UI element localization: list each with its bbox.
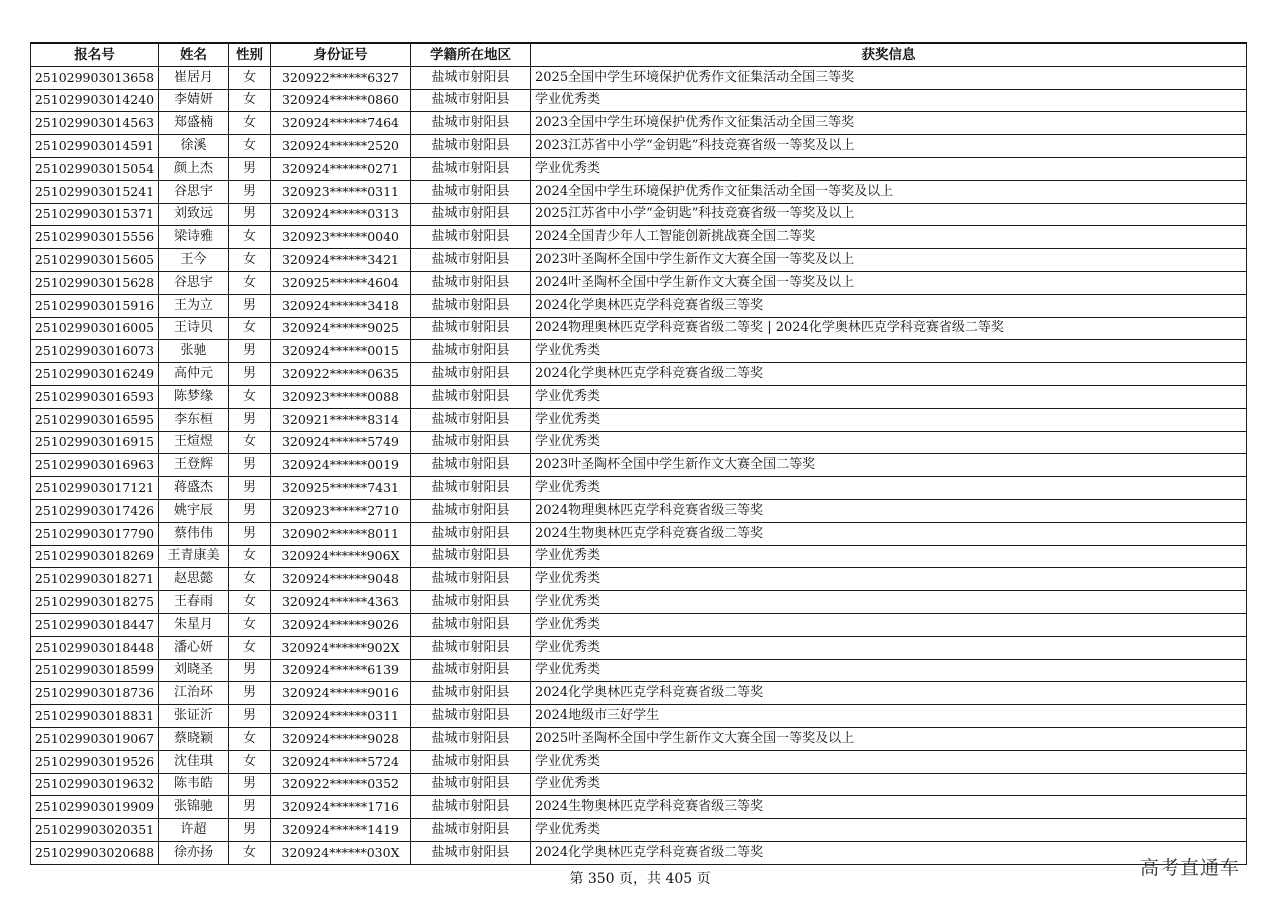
gender-cell: 女 <box>229 135 271 158</box>
column-header-gender: 性别 <box>229 43 271 66</box>
gender-cell: 女 <box>229 613 271 636</box>
school-region-cell: 盐城市射阳县 <box>411 203 531 226</box>
name-cell: 张锦驰 <box>159 796 229 819</box>
id-number-cell: 320924******0271 <box>271 157 411 180</box>
gender-cell: 男 <box>229 773 271 796</box>
name-cell: 颜上杰 <box>159 157 229 180</box>
gender-cell: 男 <box>229 522 271 545</box>
name-cell: 潘心妍 <box>159 636 229 659</box>
table-row <box>31 226 1247 249</box>
id-number-cell: 320924******4363 <box>271 591 411 614</box>
gender-cell: 女 <box>229 112 271 135</box>
school-region-cell: 盐城市射阳县 <box>411 157 531 180</box>
school-region-cell: 盐城市射阳县 <box>411 180 531 203</box>
column-header-id-number: 身份证号 <box>271 43 411 66</box>
id-number-cell: 320924******9028 <box>271 727 411 750</box>
school-region-cell: 盐城市射阳县 <box>411 226 531 249</box>
award-info-cell: 2024全国中学生环境保护优秀作文征集活动全国一等奖及以上 <box>531 180 1247 203</box>
name-cell: 蒋盛杰 <box>159 477 229 500</box>
column-header-school-region: 学籍所在地区 <box>411 43 531 66</box>
table-row <box>31 157 1247 180</box>
gender-cell: 女 <box>229 636 271 659</box>
table-row <box>31 613 1247 636</box>
id-number-cell: 320924******1716 <box>271 796 411 819</box>
id-number-cell: 320924******3418 <box>271 294 411 317</box>
award-info-cell: 学业优秀类 <box>531 568 1247 591</box>
name-cell: 王春雨 <box>159 591 229 614</box>
awards-table <box>30 42 1247 865</box>
school-region-cell: 盐城市射阳县 <box>411 385 531 408</box>
award-info-cell: 2023叶圣陶杯全国中学生新作文大赛全国二等奖 <box>531 454 1247 477</box>
name-cell: 郑盛楠 <box>159 112 229 135</box>
name-cell: 赵思懿 <box>159 568 229 591</box>
gender-cell: 女 <box>229 568 271 591</box>
school-region-cell: 盐城市射阳县 <box>411 89 531 112</box>
id-number-cell: 320924******3421 <box>271 249 411 272</box>
school-region-cell: 盐城市射阳县 <box>411 363 531 386</box>
id-number-cell: 320925******4604 <box>271 271 411 294</box>
id-number-cell: 320924******5724 <box>271 750 411 773</box>
table-row <box>31 499 1247 522</box>
gender-cell: 女 <box>229 841 271 864</box>
table-row <box>31 135 1247 158</box>
name-cell: 蔡伟伟 <box>159 522 229 545</box>
name-cell: 徐亦扬 <box>159 841 229 864</box>
registration-number-cell: 251029903016595 <box>31 408 159 431</box>
registration-number-cell: 251029903015916 <box>31 294 159 317</box>
table-row <box>31 385 1247 408</box>
gender-cell: 男 <box>229 363 271 386</box>
name-cell: 王煊煜 <box>159 431 229 454</box>
school-region-cell: 盐城市射阳县 <box>411 591 531 614</box>
id-number-cell: 320922******0635 <box>271 363 411 386</box>
award-info-cell: 2024生物奥林匹克学科竞赛省级三等奖 <box>531 796 1247 819</box>
name-cell: 姚宇辰 <box>159 499 229 522</box>
award-info-cell: 2025江苏省中小学“金钥匙”科技竞赛省级一等奖及以上 <box>531 203 1247 226</box>
award-info-cell: 2024物理奥林匹克学科竞赛省级二等奖 | 2024化学奥林匹克学科竞赛省级二等奖 <box>531 317 1247 340</box>
registration-number-cell: 251029903019526 <box>31 750 159 773</box>
registration-number-cell: 251029903018599 <box>31 659 159 682</box>
registration-number-cell: 251029903020688 <box>31 841 159 864</box>
id-number-cell: 320924******0311 <box>271 705 411 728</box>
table-row <box>31 454 1247 477</box>
name-cell: 王青康美 <box>159 545 229 568</box>
gender-cell: 男 <box>229 499 271 522</box>
registration-number-cell: 251029903018275 <box>31 591 159 614</box>
registration-number-cell: 251029903018448 <box>31 636 159 659</box>
school-region-cell: 盐城市射阳县 <box>411 636 531 659</box>
registration-number-cell: 251029903015371 <box>31 203 159 226</box>
gender-cell: 女 <box>229 249 271 272</box>
award-info-cell: 学业优秀类 <box>531 340 1247 363</box>
table-row <box>31 249 1247 272</box>
gender-cell: 女 <box>229 750 271 773</box>
gender-cell: 女 <box>229 727 271 750</box>
registration-number-cell: 251029903017121 <box>31 477 159 500</box>
registration-number-cell: 251029903015054 <box>31 157 159 180</box>
id-number-cell: 320924******030X <box>271 841 411 864</box>
school-region-cell: 盐城市射阳县 <box>411 499 531 522</box>
school-region-cell: 盐城市射阳县 <box>411 522 531 545</box>
table-row <box>31 317 1247 340</box>
award-info-cell: 2024生物奥林匹克学科竞赛省级二等奖 <box>531 522 1247 545</box>
table-row <box>31 203 1247 226</box>
table-row <box>31 636 1247 659</box>
gender-cell: 女 <box>229 317 271 340</box>
gender-cell: 女 <box>229 545 271 568</box>
id-number-cell: 320924******1419 <box>271 819 411 842</box>
gender-cell: 男 <box>229 682 271 705</box>
registration-number-cell: 251029903018271 <box>31 568 159 591</box>
gender-cell: 男 <box>229 796 271 819</box>
award-info-cell: 2024物理奥林匹克学科竞赛省级三等奖 <box>531 499 1247 522</box>
registration-number-cell: 251029903016593 <box>31 385 159 408</box>
name-cell: 王为立 <box>159 294 229 317</box>
name-cell: 刘致远 <box>159 203 229 226</box>
table-row <box>31 89 1247 112</box>
registration-number-cell: 251029903018831 <box>31 705 159 728</box>
school-region-cell: 盐城市射阳县 <box>411 796 531 819</box>
registration-number-cell: 251029903018447 <box>31 613 159 636</box>
school-region-cell: 盐城市射阳县 <box>411 659 531 682</box>
award-info-cell: 学业优秀类 <box>531 613 1247 636</box>
table-header-row <box>31 43 1247 66</box>
registration-number-cell: 251029903014240 <box>31 89 159 112</box>
table-row <box>31 682 1247 705</box>
award-info-cell: 2024叶圣陶杯全国中学生新作文大赛全国一等奖及以上 <box>531 271 1247 294</box>
id-number-cell: 320923******0040 <box>271 226 411 249</box>
column-header-name: 姓名 <box>159 43 229 66</box>
award-info-cell: 学业优秀类 <box>531 773 1247 796</box>
name-cell: 谷思宇 <box>159 271 229 294</box>
award-info-cell: 2023江苏省中小学“金钥匙”科技竞赛省级一等奖及以上 <box>531 135 1247 158</box>
registration-number-cell: 251029903015556 <box>31 226 159 249</box>
school-region-cell: 盐城市射阳县 <box>411 431 531 454</box>
registration-number-cell: 251029903018736 <box>31 682 159 705</box>
gender-cell: 女 <box>229 591 271 614</box>
gender-cell: 男 <box>229 203 271 226</box>
school-region-cell: 盐城市射阳县 <box>411 294 531 317</box>
id-number-cell: 320924******906X <box>271 545 411 568</box>
name-cell: 李婧妍 <box>159 89 229 112</box>
award-info-cell: 2025叶圣陶杯全国中学生新作文大赛全国一等奖及以上 <box>531 727 1247 750</box>
award-info-cell: 学业优秀类 <box>531 819 1247 842</box>
registration-number-cell: 251029903018269 <box>31 545 159 568</box>
award-info-cell: 2023叶圣陶杯全国中学生新作文大赛全国一等奖及以上 <box>531 249 1247 272</box>
school-region-cell: 盐城市射阳县 <box>411 613 531 636</box>
registration-number-cell: 251029903014563 <box>31 112 159 135</box>
registration-number-cell: 251029903015628 <box>31 271 159 294</box>
name-cell: 梁诗雅 <box>159 226 229 249</box>
id-number-cell: 320924******0313 <box>271 203 411 226</box>
school-region-cell: 盐城市射阳县 <box>411 454 531 477</box>
school-region-cell: 盐城市射阳县 <box>411 340 531 363</box>
table-row <box>31 431 1247 454</box>
table-row <box>31 180 1247 203</box>
id-number-cell: 320924******2520 <box>271 135 411 158</box>
school-region-cell: 盐城市射阳县 <box>411 545 531 568</box>
id-number-cell: 320924******6139 <box>271 659 411 682</box>
registration-number-cell: 251029903013658 <box>31 66 159 89</box>
award-info-cell: 学业优秀类 <box>531 750 1247 773</box>
school-region-cell: 盐城市射阳县 <box>411 682 531 705</box>
id-number-cell: 320922******6327 <box>271 66 411 89</box>
award-info-cell: 学业优秀类 <box>531 431 1247 454</box>
award-info-cell: 2024化学奥林匹克学科竞赛省级二等奖 <box>531 841 1247 864</box>
name-cell: 许超 <box>159 819 229 842</box>
name-cell: 江治环 <box>159 682 229 705</box>
award-info-cell: 学业优秀类 <box>531 408 1247 431</box>
registration-number-cell: 251029903016963 <box>31 454 159 477</box>
school-region-cell: 盐城市射阳县 <box>411 773 531 796</box>
gender-cell: 男 <box>229 157 271 180</box>
id-number-cell: 320924******9025 <box>271 317 411 340</box>
id-number-cell: 320924******9026 <box>271 613 411 636</box>
page-number: 第 350 页，共 405 页 <box>569 871 711 887</box>
gender-cell: 男 <box>229 477 271 500</box>
table-row <box>31 773 1247 796</box>
table-row <box>31 659 1247 682</box>
registration-number-cell: 251029903019632 <box>31 773 159 796</box>
id-number-cell: 320924******9048 <box>271 568 411 591</box>
gender-cell: 男 <box>229 294 271 317</box>
column-header-award-info: 获奖信息 <box>531 43 1247 66</box>
name-cell: 徐溪 <box>159 135 229 158</box>
registration-number-cell: 251029903015241 <box>31 180 159 203</box>
table-row <box>31 705 1247 728</box>
award-info-cell: 学业优秀类 <box>531 636 1247 659</box>
registration-number-cell: 251029903016073 <box>31 340 159 363</box>
id-number-cell: 320924******0860 <box>271 89 411 112</box>
school-region-cell: 盐城市射阳县 <box>411 66 531 89</box>
id-number-cell: 320923******2710 <box>271 499 411 522</box>
table-row <box>31 819 1247 842</box>
table-row <box>31 477 1247 500</box>
registration-number-cell: 251029903019067 <box>31 727 159 750</box>
registration-number-cell: 251029903015605 <box>31 249 159 272</box>
id-number-cell: 320925******7431 <box>271 477 411 500</box>
registration-number-cell: 251029903020351 <box>31 819 159 842</box>
school-region-cell: 盐城市射阳县 <box>411 408 531 431</box>
award-info-cell: 2025全国中学生环境保护优秀作文征集活动全国三等奖 <box>531 66 1247 89</box>
id-number-cell: 320923******0311 <box>271 180 411 203</box>
registration-number-cell: 251029903017426 <box>31 499 159 522</box>
table-row <box>31 727 1247 750</box>
award-info-cell: 2024全国青少年人工智能创新挑战赛全国二等奖 <box>531 226 1247 249</box>
award-info-cell: 学业优秀类 <box>531 591 1247 614</box>
table-row <box>31 363 1247 386</box>
watermark-logo: 高考直通车 <box>1140 857 1241 879</box>
registration-number-cell: 251029903016249 <box>31 363 159 386</box>
name-cell: 王诗贝 <box>159 317 229 340</box>
table-row <box>31 271 1247 294</box>
id-number-cell: 320921******8314 <box>271 408 411 431</box>
registration-number-cell: 251029903016005 <box>31 317 159 340</box>
table-row <box>31 112 1247 135</box>
award-info-cell: 学业优秀类 <box>531 545 1247 568</box>
name-cell: 王登辉 <box>159 454 229 477</box>
table-row <box>31 294 1247 317</box>
id-number-cell: 320924******0019 <box>271 454 411 477</box>
name-cell: 陈梦缘 <box>159 385 229 408</box>
name-cell: 王今 <box>159 249 229 272</box>
gender-cell: 女 <box>229 66 271 89</box>
table-row <box>31 796 1247 819</box>
table-row <box>31 568 1247 591</box>
table-row <box>31 750 1247 773</box>
award-info-cell: 学业优秀类 <box>531 89 1247 112</box>
gender-cell: 女 <box>229 385 271 408</box>
table-row <box>31 340 1247 363</box>
registration-number-cell: 251029903014591 <box>31 135 159 158</box>
school-region-cell: 盐城市射阳县 <box>411 705 531 728</box>
award-info-cell: 学业优秀类 <box>531 659 1247 682</box>
school-region-cell: 盐城市射阳县 <box>411 568 531 591</box>
gender-cell: 女 <box>229 271 271 294</box>
gender-cell: 男 <box>229 819 271 842</box>
registration-number-cell: 251029903016915 <box>31 431 159 454</box>
school-region-cell: 盐城市射阳县 <box>411 727 531 750</box>
gender-cell: 男 <box>229 408 271 431</box>
gender-cell: 女 <box>229 226 271 249</box>
name-cell: 李东桓 <box>159 408 229 431</box>
registration-number-cell: 251029903019909 <box>31 796 159 819</box>
id-number-cell: 320902******8011 <box>271 522 411 545</box>
award-info-cell: 2023全国中学生环境保护优秀作文征集活动全国三等奖 <box>531 112 1247 135</box>
id-number-cell: 320922******0352 <box>271 773 411 796</box>
gender-cell: 女 <box>229 431 271 454</box>
table-row <box>31 591 1247 614</box>
gender-cell: 男 <box>229 180 271 203</box>
gender-cell: 男 <box>229 705 271 728</box>
name-cell: 沈佳琪 <box>159 750 229 773</box>
name-cell: 张证沂 <box>159 705 229 728</box>
id-number-cell: 320924******902X <box>271 636 411 659</box>
table-row <box>31 545 1247 568</box>
award-info-cell: 2024化学奥林匹克学科竞赛省级二等奖 <box>531 682 1247 705</box>
name-cell: 刘晓圣 <box>159 659 229 682</box>
table-row <box>31 66 1247 89</box>
table-row <box>31 841 1247 864</box>
award-info-cell: 学业优秀类 <box>531 385 1247 408</box>
id-number-cell: 320924******5749 <box>271 431 411 454</box>
name-cell: 张驰 <box>159 340 229 363</box>
award-info-cell: 2024化学奥林匹克学科竞赛省级三等奖 <box>531 294 1247 317</box>
school-region-cell: 盐城市射阳县 <box>411 477 531 500</box>
school-region-cell: 盐城市射阳县 <box>411 750 531 773</box>
name-cell: 崔居月 <box>159 66 229 89</box>
gender-cell: 男 <box>229 454 271 477</box>
school-region-cell: 盐城市射阳县 <box>411 317 531 340</box>
school-region-cell: 盐城市射阳县 <box>411 819 531 842</box>
gender-cell: 男 <box>229 659 271 682</box>
school-region-cell: 盐城市射阳县 <box>411 135 531 158</box>
gender-cell: 女 <box>229 89 271 112</box>
id-number-cell: 320924******7464 <box>271 112 411 135</box>
table-row <box>31 522 1247 545</box>
table-row <box>31 408 1247 431</box>
school-region-cell: 盐城市射阳县 <box>411 841 531 864</box>
name-cell: 谷思宇 <box>159 180 229 203</box>
school-region-cell: 盐城市射阳县 <box>411 249 531 272</box>
award-info-cell: 学业优秀类 <box>531 157 1247 180</box>
id-number-cell: 320924******0015 <box>271 340 411 363</box>
gender-cell: 男 <box>229 340 271 363</box>
name-cell: 高仲元 <box>159 363 229 386</box>
column-header-registration-number: 报名号 <box>31 43 159 66</box>
award-info-cell: 学业优秀类 <box>531 477 1247 500</box>
name-cell: 蔡晓颖 <box>159 727 229 750</box>
table-body <box>31 66 1247 864</box>
name-cell: 朱星月 <box>159 613 229 636</box>
award-info-cell: 2024化学奥林匹克学科竞赛省级二等奖 <box>531 363 1247 386</box>
id-number-cell: 320923******0088 <box>271 385 411 408</box>
school-region-cell: 盐城市射阳县 <box>411 112 531 135</box>
name-cell: 陈韦皓 <box>159 773 229 796</box>
award-info-cell: 2024地级市三好学生 <box>531 705 1247 728</box>
registration-number-cell: 251029903017790 <box>31 522 159 545</box>
id-number-cell: 320924******9016 <box>271 682 411 705</box>
school-region-cell: 盐城市射阳县 <box>411 271 531 294</box>
